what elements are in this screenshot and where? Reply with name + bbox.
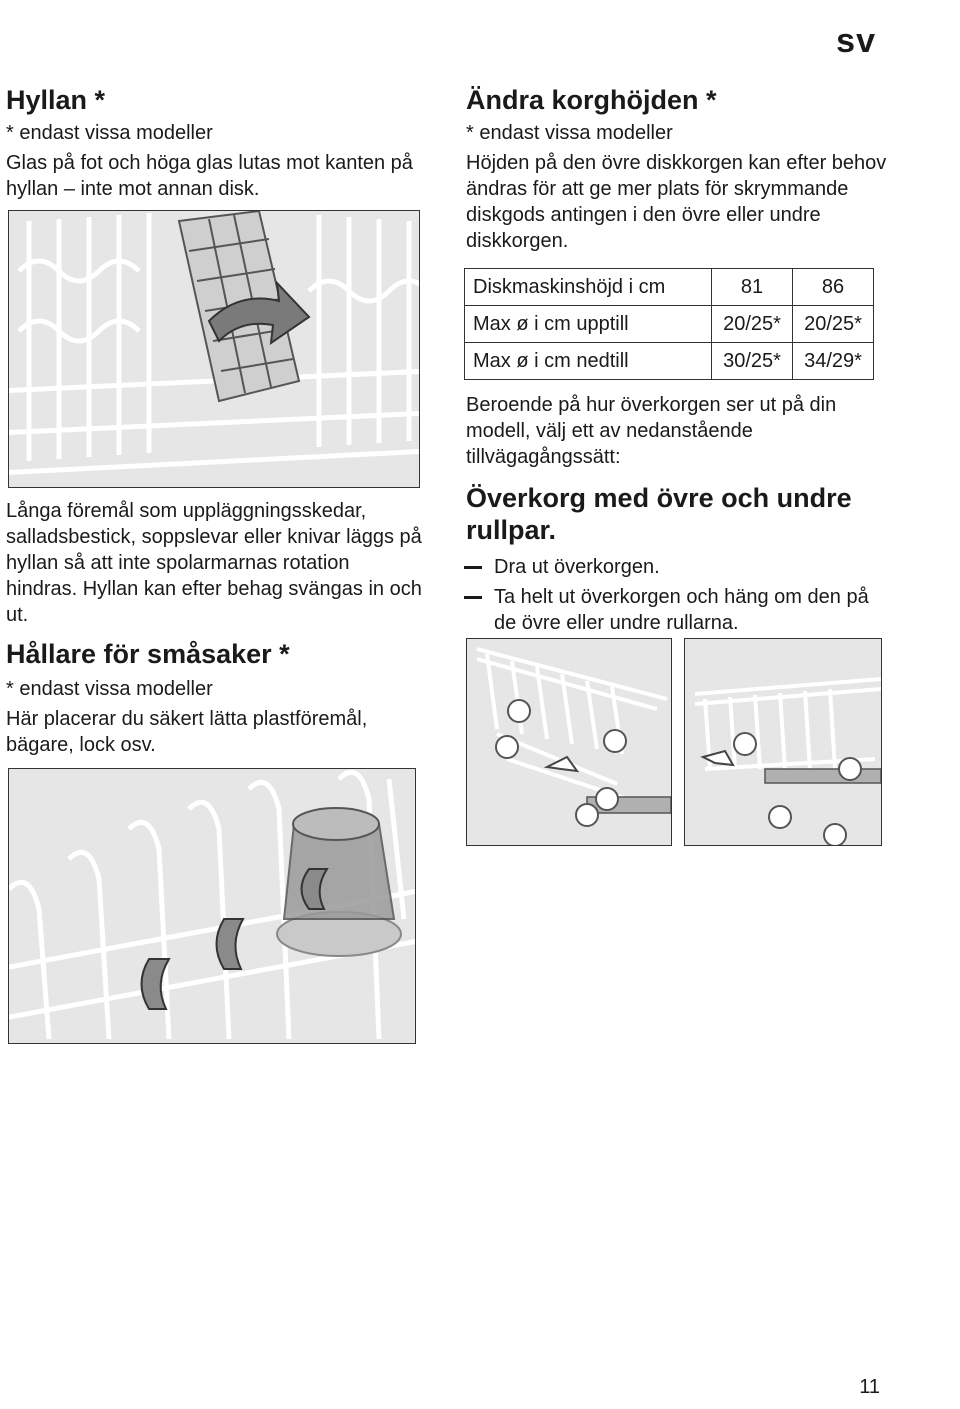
lower-rollers-illustration bbox=[684, 638, 882, 846]
table-cell: 20/25* bbox=[793, 306, 874, 343]
step-text: Dra ut överkorgen. bbox=[494, 556, 660, 578]
holder-note: * endast vissa modeller bbox=[6, 678, 213, 700]
language-code: sv bbox=[836, 22, 876, 60]
upper-rollers-illustration bbox=[466, 638, 672, 846]
table-cell: Max ø i cm nedtill bbox=[465, 343, 712, 380]
table-cell: 34/29* bbox=[793, 343, 874, 380]
page-number: 11 bbox=[859, 1376, 880, 1398]
hyllan-heading: Hyllan * bbox=[6, 85, 106, 115]
step-text: Ta helt ut överkorgen och häng om den på de övre eller undre rullarna. bbox=[494, 586, 869, 634]
list-item bbox=[464, 554, 894, 580]
basket-height-text: Höjden på den övre diskkorgen kan efter behov ändras för att ge mer plats för skrymmande diskgods antingen i den övre eller undre diskkorgen. bbox=[466, 152, 887, 252]
holder-text: Här placerar du säkert lätta plastföremål, bägare, lock osv. bbox=[6, 708, 368, 756]
basket-height-heading: Ändra korghöjden * bbox=[466, 85, 717, 115]
table-row bbox=[465, 269, 874, 306]
long-items-text: Långa föremål som uppläggningsskedar, salladsbestick, soppslevar eller knivar läggs på hyllan så att inte spolarmarnas rotation hindras. Hyllan kan efter behag svängas in och ut. bbox=[6, 500, 422, 626]
small-items-holder-illustration bbox=[8, 768, 416, 1044]
shelf-illustration bbox=[8, 210, 420, 488]
depends-text: Beroende på hur överkorgen ser ut på din modell, välj ett av nedanstående tillvägagångssätt: bbox=[466, 394, 837, 468]
table-cell: 20/25* bbox=[712, 306, 793, 343]
dash-bullet-icon bbox=[464, 566, 482, 569]
table-cell: Diskmaskinshöjd i cm bbox=[465, 269, 712, 306]
rollers-subheading: Överkorg med övre och undre rullpar. bbox=[466, 483, 852, 545]
hyllan-text: Glas på fot och höga glas lutas mot kanten på hyllan – inte mot annan disk. bbox=[6, 152, 413, 200]
table-row bbox=[465, 306, 874, 343]
hyllan-note: * endast vissa modeller bbox=[6, 122, 213, 144]
table-row bbox=[465, 343, 874, 380]
table-cell: Max ø i cm upptill bbox=[465, 306, 712, 343]
height-table bbox=[464, 268, 874, 380]
table-cell: 81 bbox=[712, 269, 793, 306]
holder-heading: Hållare för småsaker * bbox=[6, 639, 290, 669]
table-cell: 30/25* bbox=[712, 343, 793, 380]
basket-height-note: * endast vissa modeller bbox=[466, 122, 673, 144]
steps-list bbox=[464, 554, 894, 636]
table-cell: 86 bbox=[793, 269, 874, 306]
list-item bbox=[464, 584, 894, 636]
dash-bullet-icon bbox=[464, 596, 482, 599]
